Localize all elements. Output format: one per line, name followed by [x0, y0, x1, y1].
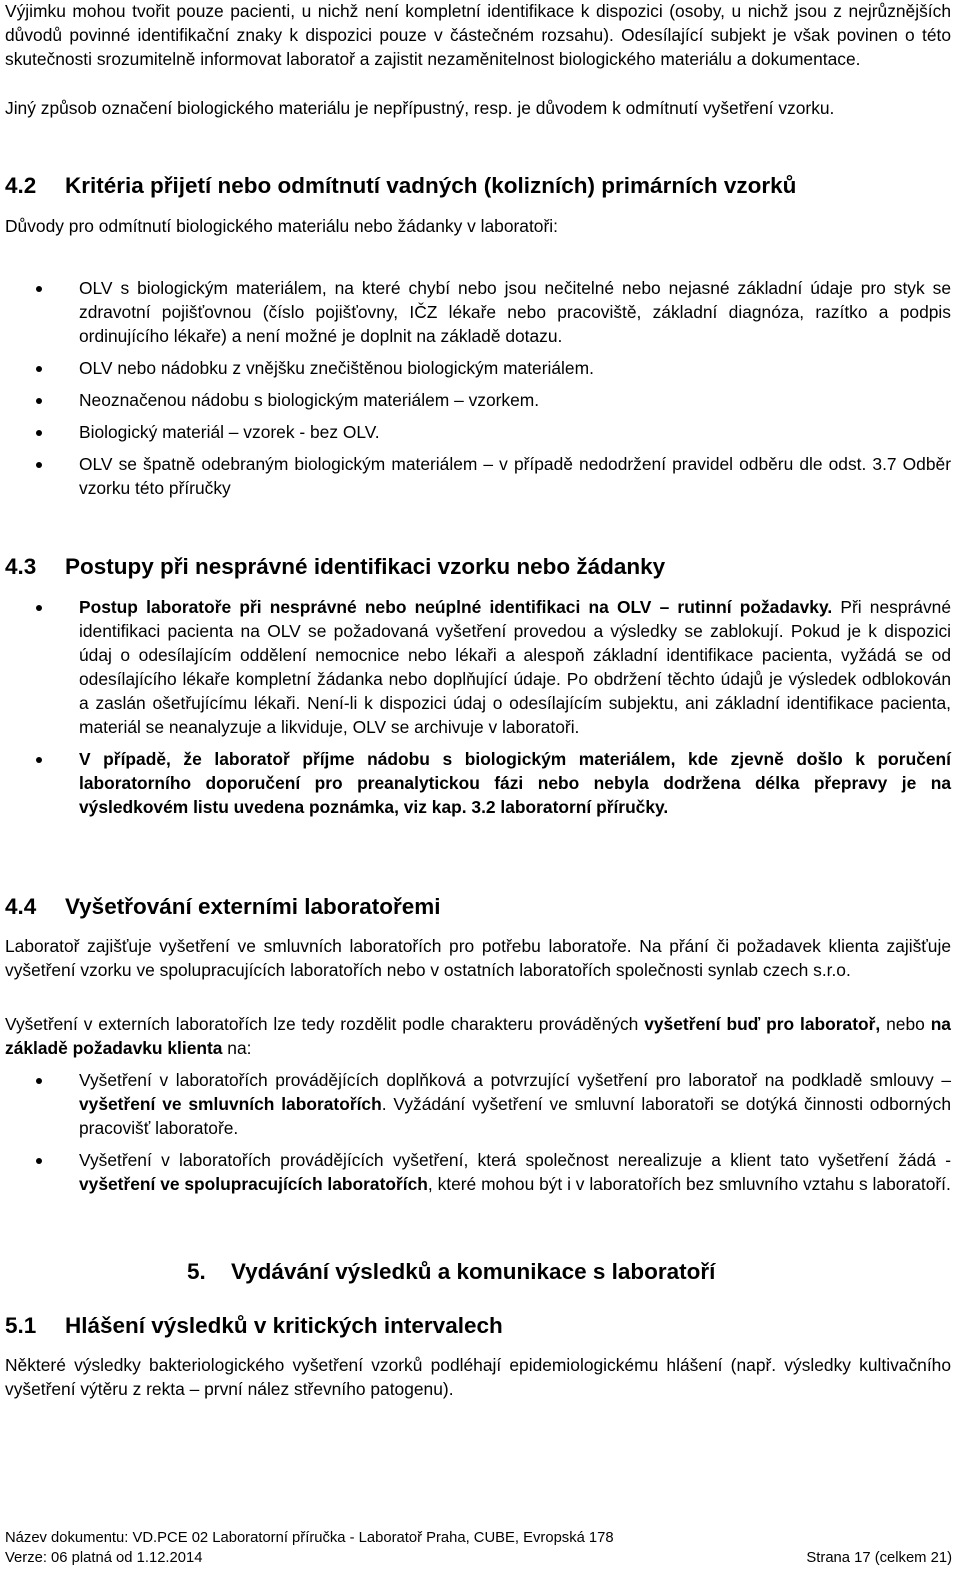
bullet-icon — [36, 757, 42, 763]
section-number: 5.1 — [5, 1313, 37, 1338]
section-5-1-heading — [5, 1311, 951, 1341]
section-5-heading — [187, 1257, 715, 1287]
section-title: Hlášení výsledků v kritických intervalech — [65, 1313, 503, 1338]
page-footer — [5, 1528, 952, 1568]
section-number: 4.4 — [5, 894, 37, 919]
section-title: Kritéria přijetí nebo odmítnutí vadných (kolizních) primárních vzorků — [65, 173, 797, 198]
section-4-4-paragraph-2: Vyšetření v externích laboratořích lze tedy rozdělit podle charakteru prováděných vyšetření buď pro laboratoř, nebo na základě požadavku klienta na: — [5, 1014, 951, 1058]
bullet-icon — [36, 286, 42, 292]
section-4-2-heading — [5, 171, 951, 201]
section-5-1-paragraph: Některé výsledky bakteriologického vyšetření vzorků podléhají epidemiologickému hlášení (např. výsledky kultivačního vyšetření výtěru z rekta – první nález střevního patogenu). — [5, 1355, 951, 1399]
list-item: Vyšetření v laboratořích provádějících vyšetření, která společnost nerealizuje a klient tato vyšetření žádá - vyšetření ve spolupracujících laboratořích, které mohou být i v laboratořích bez smluvního vztahu s laboratoří. — [5, 1148, 951, 1196]
section-number: 4.3 — [5, 554, 37, 579]
identification-procedures-list — [5, 595, 951, 819]
bullet-icon — [36, 462, 42, 468]
bullet-icon — [36, 430, 42, 436]
bullet-icon — [36, 366, 42, 372]
intro-paragraph-2: Jiný způsob označení biologického materiálu je nepřípustný, resp. je důvodem k odmítnutí vyšetření vzorku. — [5, 98, 835, 118]
intro-paragraph-1: Výjimku mohou tvořit pouze pacienti, u nichž není kompletní identifikace k dispozici (osoby, u nichž jsou z nejrůznějších důvodů povinné identifikační znaky k dispozici pouze v částečném rozsahu). Odesílající subjekt je však povinen o této skutečnosti srozumitelně informovat laboratoř a zajistit nezaměnitelnost biologického materiálu a dokumentace. — [5, 1, 951, 69]
external-lab-list — [5, 1068, 951, 1196]
section-title: Vyšetřování externími laboratořemi — [65, 894, 441, 919]
list-item: Postup laboratoře při nesprávné nebo neúplné identifikaci na OLV – rutinní požadavky. Při nesprávné identifikaci pacienta na OLV se požadovaná vyšetření provedou a výsledky se zablokují. Pokud je k dispozici údaj o odesílajícím oddělení nemocnice nebo lékaři a alespoň základní identifikace pacienta, vyžádá se od odesílajícího lékaře kompletní žádanka nebo doplňující údaje. Po obdržení těchto údajů je výsledek odblokován a zaslán ošetřujícímu lékaři. Není-li k dispozici údaj o odesílajícím subjektu, ani základní identifikace pacienta, materiál se neanalyzuje a likviduje, OLV se archivuje v laboratoři. — [5, 595, 951, 739]
section-number: 5. — [187, 1259, 206, 1284]
footer-document-name: Název dokumentu: VD.PCE 02 Laboratorní příručka - Laboratoř Praha, CUBE, Evropská 178 — [5, 1530, 614, 1546]
rejection-reasons-list — [5, 276, 951, 500]
list-item: V případě, že laboratoř příjme nádobu s biologickým materiálem, kde zjevně došlo k poručení laboratorního doporučení pro preanalytickou fázi nebo nebyla dodržena délka přepravy je na výsledkovém listu uvedena poznámka, viz kap. 3.2 laboratorní příručky. — [5, 747, 951, 819]
bullet-icon — [36, 605, 42, 611]
section-number: 4.2 — [5, 173, 37, 198]
list-item: OLV s biologickým materiálem, na které chybí nebo jsou nečitelné nebo nejasné základní údaje pro styk se zdravotní pojišťovnou (číslo pojišťovny, IČZ lékaře nebo pracoviště, základní diagnóza, razítko a podpis ordinujícího lékaře) a není možné je doplnit na základě dotazu. — [5, 276, 951, 348]
bullet-icon — [36, 398, 42, 404]
section-4-3-heading — [5, 552, 951, 582]
list-item: Vyšetření v laboratořích provádějících doplňková a potvrzující vyšetření pro laboratoř na podkladě smlouvy – vyšetření ve smluvních laboratořích. Vyžádání vyšetření ve smluvní laboratoři se dotýká činnosti odborných pracovišť laboratoře. — [5, 1068, 951, 1140]
section-4-4-paragraph-1: Laboratoř zajišťuje vyšetření ve smluvních laboratořích pro potřebu laboratoře. Na přání či požadavek klienta zajišťuje vyšetření vzorku ve spolupracujících laboratořích nebo v ostatních laboratořích společnosti synlab czech s.r.o. — [5, 936, 951, 980]
footer-page-number: Strana 17 (celkem 21) — [806, 1550, 952, 1566]
bullet-icon — [36, 1078, 42, 1084]
list-item: Biologický materiál – vzorek - bez OLV. — [5, 420, 951, 444]
section-title: Vydávání výsledků a komunikace s laboratoří — [231, 1259, 716, 1284]
list-item: OLV nebo nádobku z vnějšku znečištěnou biologickým materiálem. — [5, 356, 951, 380]
list-item: Neoznačenou nádobu s biologickým materiálem – vzorkem. — [5, 388, 951, 412]
section-4-2-lead: Důvody pro odmítnutí biologického materiálu nebo žádanky v laboratoři: — [5, 216, 558, 236]
bullet-icon — [36, 1158, 42, 1164]
section-4-4-heading — [5, 892, 951, 922]
footer-row — [5, 1548, 952, 1568]
footer-version: Verze: 06 platná od 1.12.2014 — [5, 1550, 203, 1566]
section-title: Postupy při nesprávné identifikaci vzorku nebo žádanky — [65, 554, 666, 579]
list-item: OLV se špatně odebraným biologickým materiálem – v případě nedodržení pravidel odběru dle odst. 3.7 Odběr vzorku této příručky — [5, 452, 951, 500]
